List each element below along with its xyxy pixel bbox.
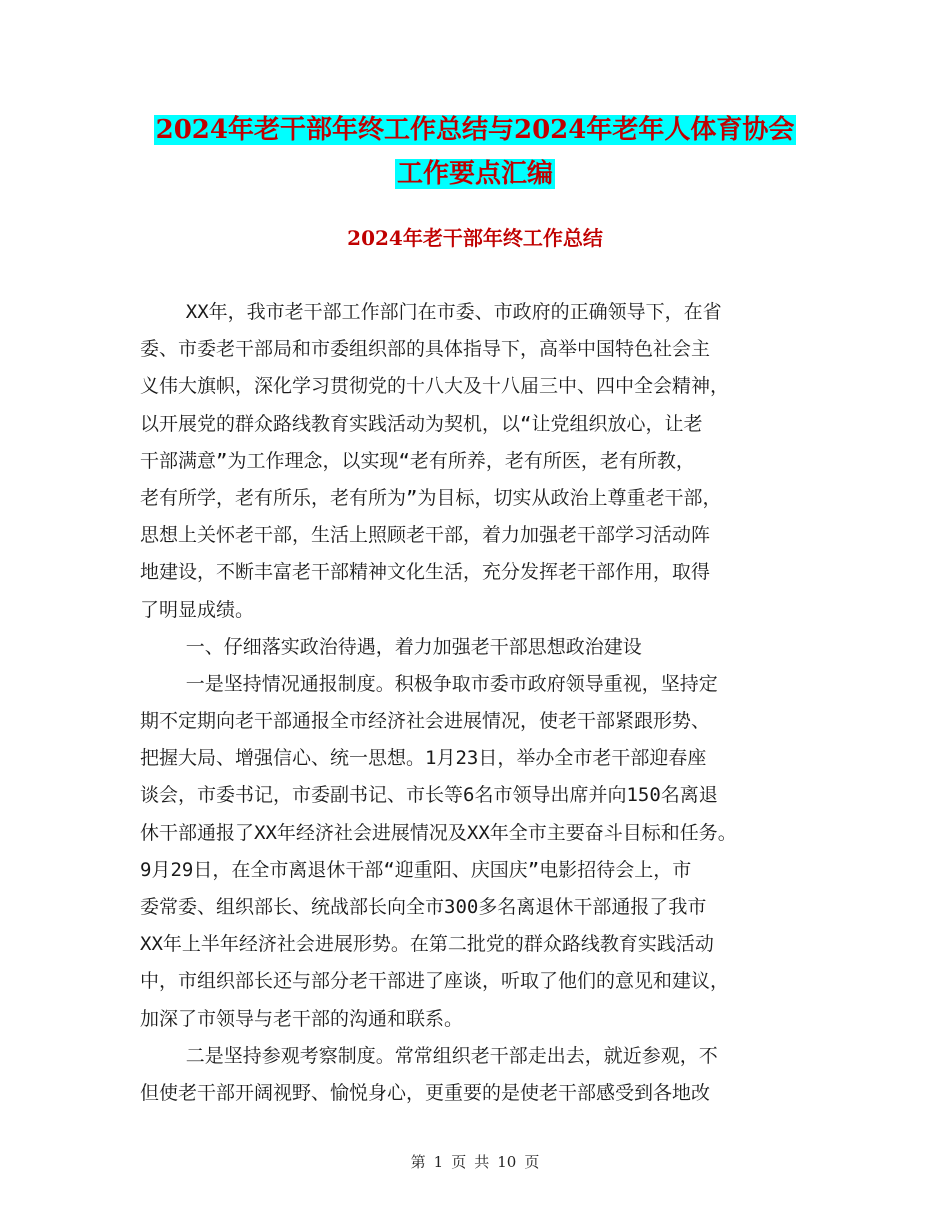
document-body [140,294,830,1112]
body-line: 中，市组织部长还与部分老干部进了座谈，听取了他们的意见和建议， [140,970,730,993]
body-line: 了明显成绩。 [140,598,255,621]
body-line: 谈会，市委书记，市委副书记、市长等6名市领导出席并向150名离退 [140,784,718,807]
body-line: 期不定期向老干部通报全市经济社会进展情况，使老干部紧跟形势、 [140,710,711,733]
body-line: 地建设，不断丰富老干部精神文化生活，充分发挥老干部作用，取得 [140,561,711,584]
body-line: XX年上半年经济社会进展形势。在第二批党的群众路线教育实践活动 [140,933,714,956]
body-line: 9月29日，在全市离退休干部“迎重阳、庆国庆”电影招待会上，市 [140,858,692,881]
body-line: XX年，我市老干部工作部门在市委、市政府的正确领导下，在省 [140,301,722,323]
body-line: 委、市委老干部局和市委组织部的具体指导下，高举中国特色社会主 [140,338,711,361]
footer-total-pages: 10 [497,1153,517,1171]
body-line: 老有所学，老有所乐，老有所为”为目标，切实从政治上尊重老干部， [140,486,722,509]
page-footer [0,1152,950,1172]
title-highlight-2: 工作要点汇编 [396,159,553,189]
body-line: 二是坚持参观考察制度。常常组织老干部走出去，就近参观，不 [140,1044,718,1067]
body-line: 休干部通报了XX年经济社会进展情况及XX年全市主要奋斗目标和任务。 [140,821,737,844]
footer-current-page: 1 [433,1153,444,1171]
body-line: 一、仔细落实政治待遇，着力加强老干部思想政治建设 [140,635,642,658]
body-line: 以开展党的群众路线教育实践活动为契机，以“让党组织放心，让老 [140,412,703,435]
body-line: 把握大局、增强信心、统一思想。1月23日，举办全市老干部迎春座 [140,747,707,770]
body-line: 加深了市领导与老干部的沟通和联系。 [140,1007,464,1030]
body-line: 委常委、组织部长、统战部长向全市300多名离退休干部通报了我市 [140,896,707,918]
body-line: 义伟大旗帜，深化学习贯彻党的十八大及十八届三中、四中全会精神， [140,375,730,398]
body-line: 干部满意”为工作理念，以实现“老有所养，老有所医，老有所教， [140,449,695,472]
footer-prefix: 第 [410,1153,426,1171]
body-line: 一是坚持情况通报制度。积极争取市委市政府领导重视，坚持定 [140,672,718,695]
document-title-line-1 [0,112,950,148]
footer-total-label: 共 [474,1153,490,1171]
document-title-line-2 [0,156,950,192]
footer-suffix: 页 [524,1153,540,1171]
section-title: 2024年老干部年终工作总结 [347,226,603,250]
body-line: 但使老干部开阔视野、愉悦身心，更重要的是使老干部感受到各地改 [140,1081,711,1104]
title-highlight-1: 2024年老干部年终工作总结与2024年老年人体育协会 [155,115,795,145]
footer-page-label: 页 [451,1153,467,1171]
body-line: 思想上关怀老干部，生活上照顾老干部，着力加强老干部学习活动阵 [140,524,711,547]
